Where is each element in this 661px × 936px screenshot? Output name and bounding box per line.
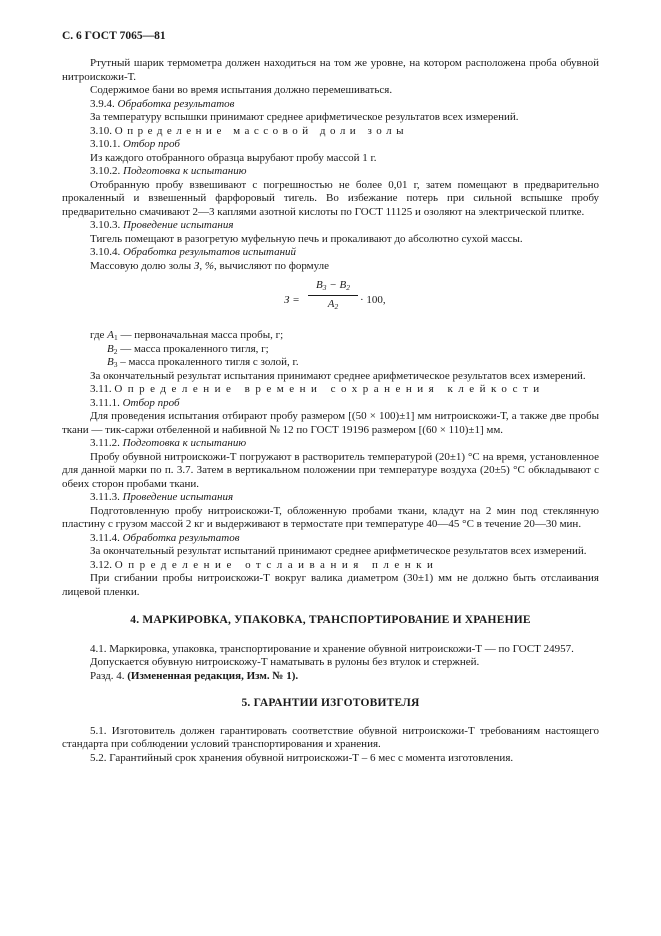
page-header: С. 6 ГОСТ 7065—81	[62, 30, 166, 42]
paragraph: Отобранную пробу взвешивают с погрешностью не более 0,01 г, затем помещают в предварительно прокаленный и взвешенный фарфоровый тигель. Во избежание потерь при сильной вспышке пробу предварительно смачивают 2—3 каплями азотной кислоты по ГОСТ 11125 и озоляют на электрической плитке.	[62, 178, 599, 218]
legend-row: $B_3$ – масса прокаленного тигля с золой, г.	[107, 356, 299, 369]
paragraph: Для проведения испытания отбирают пробу размером [(50 × 100)±1] мм нитроискожи-Т, а также две пробы ткани — тик-саржи отбеленной и набивной № 12 по ГОСТ 19196 размером [(60 × 110)±1] мм.	[62, 410, 599, 436]
section-heading-3-10-1: 3.10.1. Отбор проб	[90, 138, 180, 150]
formula-denominator: $A_2$	[327, 297, 339, 311]
paragraph: 5.1. Изготовитель должен гарантировать соответствие обувной нитроискожи-Т требованиям настоящего стандарта при соблюдении условий транспортирования и хранения.	[62, 724, 599, 750]
formula-fraction	[308, 279, 358, 311]
document-body	[62, 57, 599, 765]
paragraph: Тигель помещают в разогретую муфельную печь и прокаливают до абсолютно сухой массы.	[90, 232, 523, 245]
section-heading-3-11-4: 3.11.4. Обработка результатов	[90, 531, 240, 544]
paragraph: За окончательный результат испытания принимают среднее арифметическое результатов всех измерений.	[90, 369, 586, 382]
section-5-title: 5. ГАРАНТИИ ИЗГОТОВИТЕЛЯ	[241, 697, 420, 709]
section-heading-3-12: 3.12. Определение отслаивания пленки	[90, 558, 439, 571]
paragraph: Массовую долю золы З, %, вычисляют по формуле	[90, 259, 330, 272]
paragraph: За температуру вспышки принимают среднее арифметическое результатов всех измерений.	[90, 111, 519, 123]
section-heading-3-11-1: 3.11.1. Отбор проб	[90, 396, 180, 409]
section-heading-3-9-4: 3.9.4. Обработка результатов	[90, 97, 235, 110]
section-heading-3-11: 3.11. Определение времени сохранения клейкости	[90, 383, 545, 395]
formula-lhs: З =	[284, 294, 300, 306]
section-heading-3-10-2: 3.10.2. Подготовка к испытанию	[90, 165, 247, 177]
formula-legend	[62, 329, 599, 370]
formula-rhs: · 100,	[360, 294, 386, 306]
paragraph: За окончательный результат испытаний принимают среднее арифметическое результатов всех измерений.	[90, 545, 587, 557]
paragraph: При сгибании пробы нитроискожи-Т вокруг валика диаметром (30±1) мм не должно быть отслаивания лицевой пленки.	[62, 572, 599, 598]
paragraph: Содержимое бани во время испытания должно перемешиваться.	[90, 84, 393, 96]
paragraph: Из каждого отобранного образца вырубают пробу массой 1 г.	[90, 151, 377, 164]
section-heading-3-10: 3.10. Определение массовой доли золы	[90, 124, 408, 137]
legend-row: где $A_1$ — первоначальная масса пробы, г;	[90, 329, 284, 342]
formula-numerator: $B_3 - B_2$	[308, 279, 358, 296]
paragraph: Подготовленную пробу нитроискожи-Т, обложенную пробами ткани, кладут на 2 мин под стеклянную пластину с грузом массой 2 кг и выдерживают в термостате при температуре 40—45 °С в течение 20—30 мин.	[62, 504, 599, 530]
ash-formula	[62, 279, 599, 325]
section-heading-3-11-3: 3.11.3. Проведение испытания	[90, 491, 234, 503]
paragraph: 4.1. Маркировка, упаковка, транспортирование и хранение обувной нитроискожи-Т — по ГОСТ 24957.	[90, 642, 574, 655]
paragraph: Пробу обувной нитроискожи-Т погружают в растворитель температурой (20±1) °С на время, установленное для данной марки по п. 3.7. Затем в вертикальном положении при температуре воздуха (20±5) °С обкладывают с обеих сторон пробами ткани.	[62, 450, 599, 490]
section-4-title: 4. МАРКИРОВКА, УПАКОВКА, ТРАНСПОРТИРОВАНИЕ И ХРАНЕНИЕ	[130, 614, 531, 626]
section-heading-3-10-3: 3.10.3. Проведение испытания	[90, 219, 234, 231]
section-heading-3-10-4: 3.10.4. Обработка результатов испытаний	[90, 246, 297, 258]
legend-row: $B_2$ — масса прокаленного тигля, г;	[107, 342, 269, 356]
paragraph: 5.2. Гарантийный срок хранения обувной нитроискожи-Т – 6 мес с момента изготовления.	[90, 751, 514, 764]
paragraph: Разд. 4. (Измененная редакция, Изм. № 1).	[90, 669, 299, 682]
paragraph: Допускается обувную нитроискожу-Т наматывать в рулоны без втулок и стержней.	[90, 656, 480, 668]
section-heading-3-11-2: 3.11.2. Подготовка к испытанию	[90, 437, 247, 449]
paragraph: Ртутный шарик термометра должен находиться на том же уровне, на котором расположена проба обувной нитроискожи-Т.	[62, 57, 599, 83]
